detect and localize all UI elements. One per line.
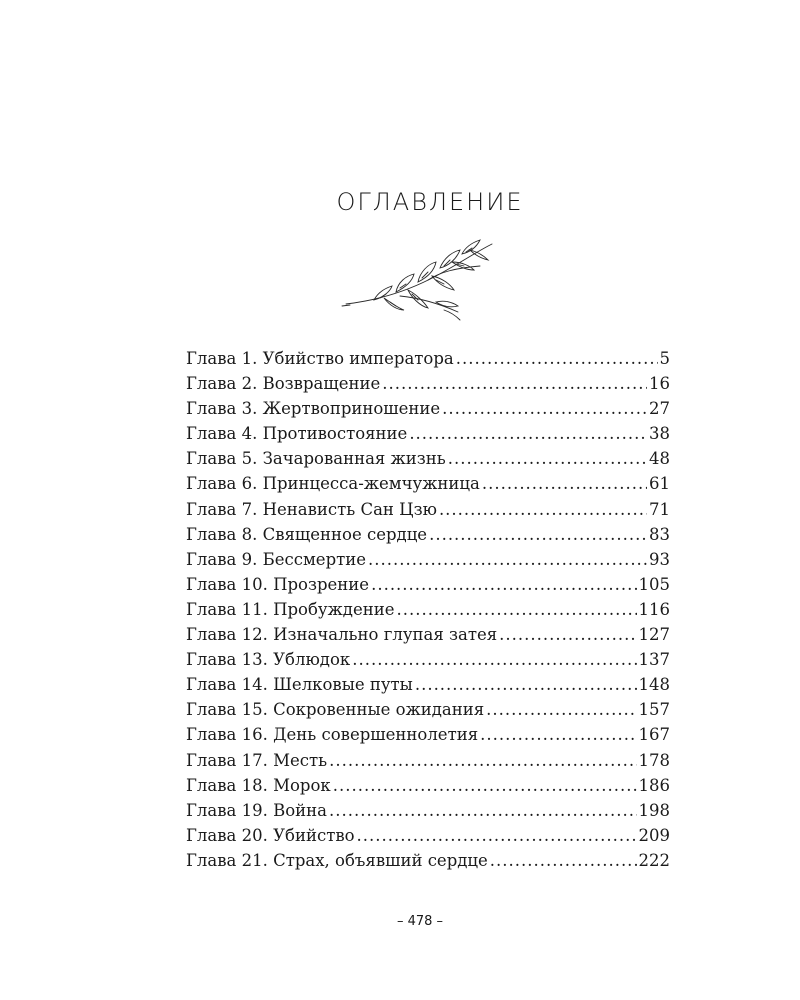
- toc-entry-page: 167: [638, 725, 670, 745]
- toc-entry-title: Глава 20. Убийство: [186, 825, 355, 845]
- toc-entry-title: Глава 18. Морок: [186, 775, 331, 795]
- toc-entry-page: 222: [638, 850, 670, 870]
- toc-entry-title: Глава 12. Изначально глупая затея: [186, 625, 498, 645]
- toc-entry-title: Глава 3. Жертвоприношение: [186, 399, 441, 419]
- toc-entry-title: Глава 10. Прозрение: [186, 574, 370, 594]
- dot-leader: [357, 823, 637, 848]
- dot-leader: [371, 572, 636, 597]
- toc-entry-page: 209: [638, 825, 670, 845]
- page-title: ОГЛАВЛЕНИЕ: [336, 188, 524, 216]
- toc-entry-title: Глава 16. День совершеннолетия: [186, 725, 479, 745]
- toc-entry[interactable]: [186, 572, 670, 597]
- toc-entry-page: 93: [649, 549, 670, 569]
- toc-entry-title: Глава 14. Шелковые путы: [186, 675, 413, 695]
- toc-entry[interactable]: [186, 396, 670, 421]
- toc-entry[interactable]: [186, 748, 670, 773]
- toc-entry[interactable]: [186, 346, 670, 371]
- dot-leader: [429, 522, 647, 547]
- toc-entry-title: Глава 21. Страх, объявший сердце: [186, 850, 488, 870]
- toc-entry[interactable]: [186, 371, 670, 396]
- toc-entry-title: Глава 8. Священное сердце: [186, 524, 428, 544]
- toc-entry[interactable]: [186, 647, 670, 672]
- toc-entry-page: 157: [638, 700, 670, 720]
- toc-entry[interactable]: [186, 597, 670, 622]
- toc-entry-title: Глава 9. Бессмертие: [186, 549, 367, 569]
- dot-leader: [382, 371, 647, 396]
- toc-entry-title: Глава 2. Возвращение: [186, 374, 381, 394]
- toc-entry[interactable]: [186, 622, 670, 647]
- toc-entry[interactable]: [186, 547, 670, 572]
- toc-entry-page: 186: [638, 775, 670, 795]
- toc-entry-page: 178: [638, 750, 670, 770]
- toc-entry[interactable]: [186, 722, 670, 747]
- toc-entry-title: Глава 17. Месть: [186, 750, 328, 770]
- toc-entry-title: Глава 15. Сокровенные ожидания: [186, 700, 485, 720]
- toc-entry-page: 148: [638, 675, 670, 695]
- toc-entry-title: Глава 7. Ненависть Сан Цзю: [186, 499, 437, 519]
- toc-entry[interactable]: [186, 471, 670, 496]
- dot-leader: [333, 773, 637, 798]
- toc-entry[interactable]: [186, 421, 670, 446]
- toc-entry-title: Глава 6. Принцесса-жемчужница: [186, 474, 480, 494]
- dot-leader: [352, 647, 636, 672]
- toc-entry-page: 105: [638, 574, 670, 594]
- dot-leader: [480, 722, 636, 747]
- toc-entry-page: 38: [649, 424, 670, 444]
- toc-entry-page: 27: [649, 399, 670, 419]
- toc-entry[interactable]: [186, 672, 670, 697]
- toc-entry-title: Глава 4. Противостояние: [186, 424, 408, 444]
- toc-entry-page: 16: [649, 374, 670, 394]
- olive-branch-icon: [340, 238, 500, 324]
- dot-leader: [368, 547, 647, 572]
- toc-entry-page: 61: [649, 474, 670, 494]
- toc-entry[interactable]: [186, 848, 670, 873]
- toc-entry-page: 116: [638, 599, 670, 619]
- toc-entry-page: 137: [638, 650, 670, 670]
- dot-leader: [499, 622, 636, 647]
- dot-leader: [490, 848, 637, 873]
- toc-entry-page: 127: [638, 625, 670, 645]
- toc-entry[interactable]: [186, 522, 670, 547]
- dot-leader: [486, 697, 636, 722]
- dot-leader: [409, 421, 647, 446]
- dot-leader: [482, 471, 647, 496]
- dot-leader: [329, 748, 636, 773]
- toc-entry-title: Глава 5. Зачарованная жизнь: [186, 449, 446, 469]
- dot-leader: [329, 798, 637, 823]
- toc-entry[interactable]: [186, 497, 670, 522]
- dot-leader: [439, 497, 647, 522]
- toc-entry[interactable]: [186, 697, 670, 722]
- dot-leader: [397, 597, 637, 622]
- toc-entry-page: 48: [649, 449, 670, 469]
- toc-entry-page: 5: [659, 349, 670, 368]
- dot-leader: [448, 446, 647, 471]
- toc-entry[interactable]: [186, 446, 670, 471]
- toc-entry[interactable]: [186, 773, 670, 798]
- toc-entry-title: Глава 11. Пробуждение: [186, 599, 395, 619]
- dot-leader: [456, 346, 658, 371]
- dot-leader: [442, 396, 647, 421]
- toc-entry-title: Глава 1. Убийство императора: [186, 349, 454, 368]
- toc-entry-title: Глава 13. Ублюдок: [186, 650, 351, 670]
- toc-entry[interactable]: [186, 823, 670, 848]
- toc-entry[interactable]: [186, 798, 670, 823]
- toc-entry-page: 198: [638, 800, 670, 820]
- toc-entry-page: 71: [649, 499, 670, 519]
- dot-leader: [415, 672, 637, 697]
- table-of-contents: [186, 346, 670, 873]
- page-number: – 478 –: [396, 914, 444, 929]
- toc-entry-title: Глава 19. Война: [186, 800, 327, 820]
- toc-entry-page: 83: [649, 524, 670, 544]
